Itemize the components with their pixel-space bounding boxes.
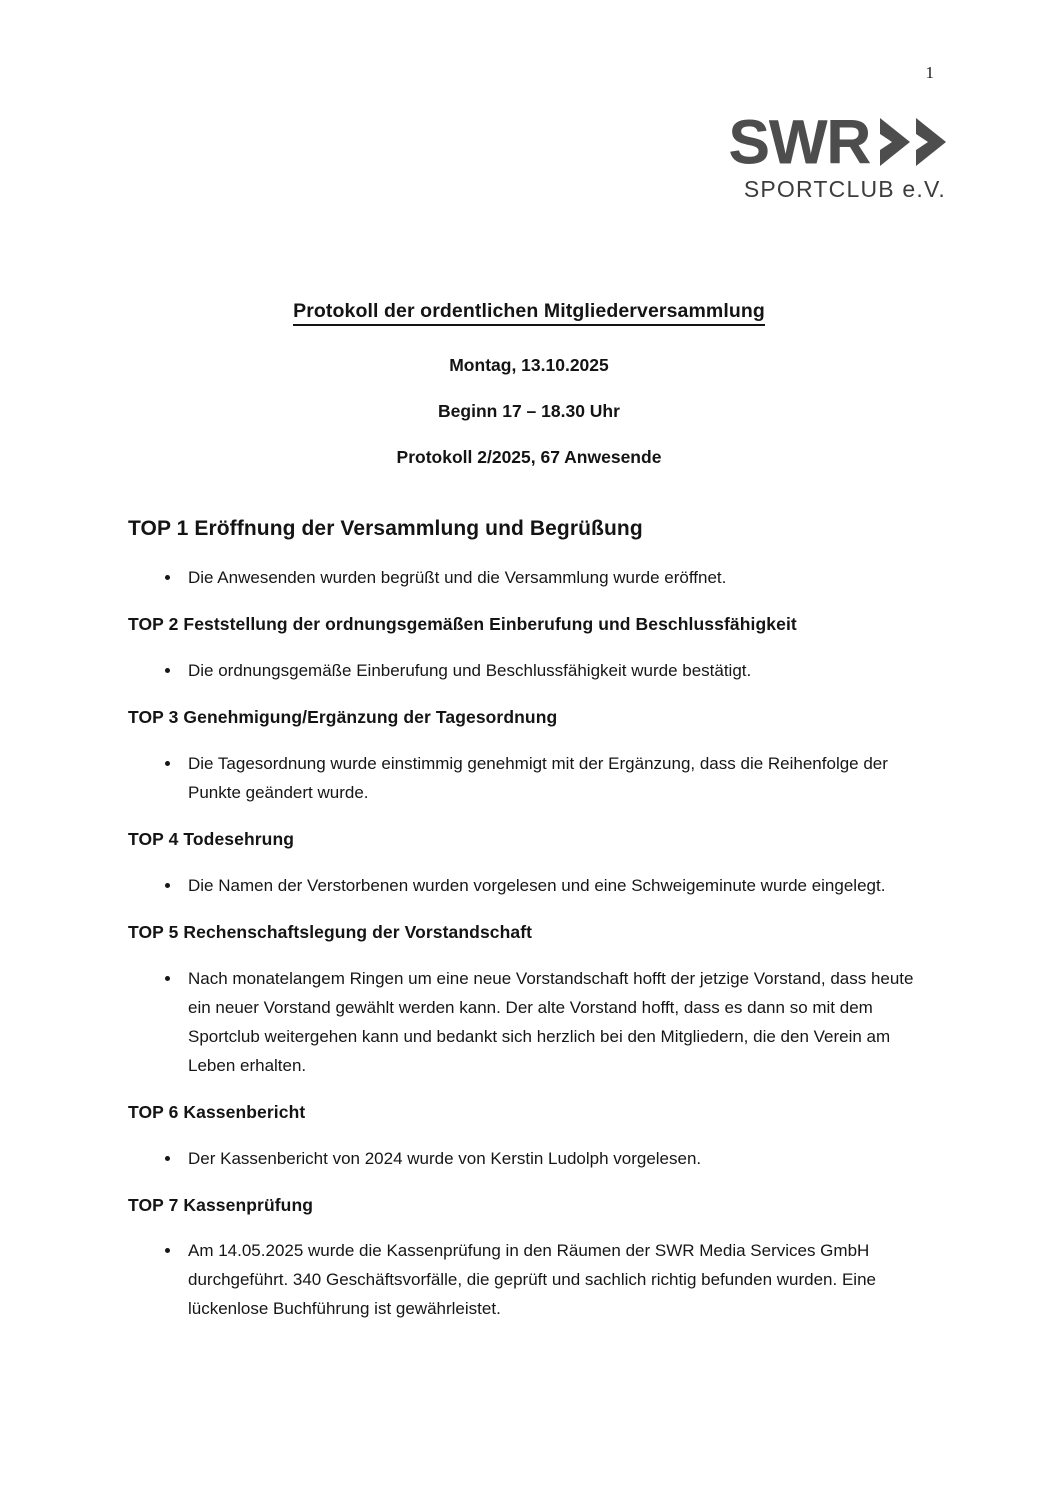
logo-mark [698, 108, 948, 177]
section-top-7 [128, 1195, 940, 1324]
double-chevron-icon [878, 116, 948, 168]
document-title-text: Protokoll der ordentlichen Mitgliederversammlung [293, 300, 765, 326]
document-title [0, 300, 1058, 323]
page-number: 1 [925, 63, 934, 82]
document-title-block [0, 300, 1058, 468]
bullet-list-top-6 [128, 1144, 940, 1173]
bullet-list-top-1 [128, 563, 940, 592]
list-item: Am 14.05.2025 wurde die Kassenprüfung in den Räumen der SWR Media Services GmbH durchgeführt. 340 Geschäftsvorfälle, die geprüft und sachlich richtig befunden wurden. Eine lückenlose Buchführung ist gewährleistet. [128, 1236, 940, 1323]
list-item: Der Kassenbericht von 2024 wurde von Kerstin Ludolph vorgelesen. [128, 1144, 940, 1173]
section-heading-top-4: TOP 4 Todesehrung [128, 828, 295, 849]
section-heading-top-7: TOP 7 Kassenprüfung [128, 1194, 314, 1215]
bullet-list-top-7 [128, 1236, 940, 1323]
list-item: Die Anwesenden wurden begrüßt und die Versammlung wurde eröffnet. [128, 563, 940, 592]
section-top-3 [128, 707, 940, 807]
bullet-list-top-5 [128, 964, 940, 1080]
bullet-list-top-3 [128, 749, 940, 807]
bullet-list-top-4 [128, 871, 940, 900]
list-item: Die Namen der Verstorbenen wurden vorgelesen und eine Schweigeminute wurde eingelegt. [128, 871, 940, 900]
list-item: Nach monatelangem Ringen um eine neue Vorstandschaft hofft der jetzige Vorstand, dass heute ein neuer Vorstand gewählt werden kann. Der alte Vorstand hofft, dass es dann so mit dem Sportclub weitergehen kann und bedankt sich herzlich bei den Mitgliedern, die den Verein am Leben erhalten. [128, 964, 940, 1080]
section-top-5 [128, 922, 940, 1080]
section-top-4 [128, 829, 940, 900]
protocol-reference: Protokoll 2/2025, 67 Anwesende [396, 447, 662, 467]
section-heading-top-3: TOP 3 Genehmigung/Ergänzung der Tagesordnung [128, 707, 558, 728]
section-heading-top-2: TOP 2 Feststellung der ordnungsgemäßen Einberufung und Beschlussfähigkeit [128, 614, 797, 635]
section-top-2 [128, 614, 940, 685]
swr-sportclub-logo [698, 108, 948, 203]
section-top-6 [128, 1102, 940, 1173]
logo-wordmark: SWR [728, 108, 870, 177]
section-heading-top-6: TOP 6 Kassenbericht [128, 1101, 306, 1122]
list-item: Die Tagesordnung wurde einstimmig genehmigt mit der Ergänzung, dass die Reihenfolge der Punkte geändert wurde. [128, 749, 940, 807]
bullet-list-top-2 [128, 656, 940, 685]
list-item: Die ordnungsgemäße Einberufung und Beschlussfähigkeit wurde bestätigt. [128, 656, 940, 685]
logo-subtitle: SPORTCLUB e.V. [743, 176, 946, 202]
section-top-1 [128, 516, 940, 592]
section-heading-top-1: TOP 1 Eröffnung der Versammlung und Begrüßung [128, 517, 643, 540]
meeting-time: Beginn 17 – 18.30 Uhr [438, 401, 620, 421]
meeting-date: Montag, 13.10.2025 [449, 355, 609, 375]
document-body [128, 516, 940, 1345]
section-heading-top-5: TOP 5 Rechenschaftslegung der Vorstandschaft [128, 921, 533, 942]
